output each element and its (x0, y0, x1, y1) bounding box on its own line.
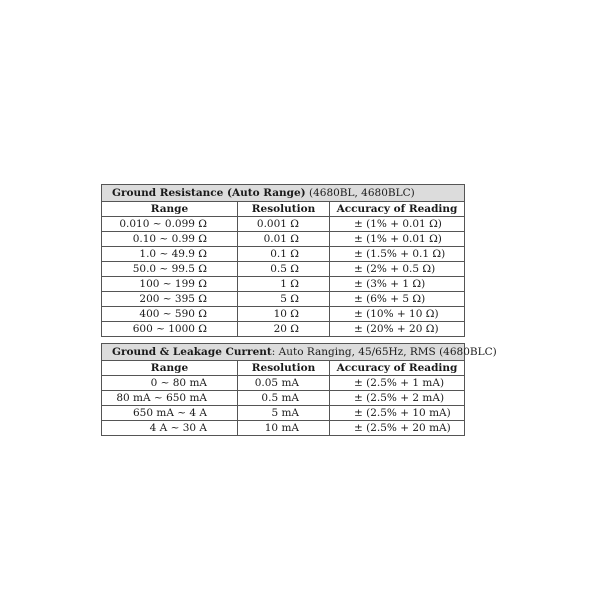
table-row (102, 322, 465, 337)
col-header-range: Range (102, 361, 238, 376)
col-header-resolution: Resolution (238, 202, 330, 217)
accuracy-cell: ± (2.5% + 2 mA) (330, 391, 465, 406)
range-cell: 600 ~ 1000 Ω (102, 322, 238, 337)
table-row (102, 277, 465, 292)
resolution-cell: 1 Ω (238, 277, 330, 292)
table-row (102, 232, 465, 247)
resolution-cell: 0.001 Ω (238, 217, 330, 232)
table-row (102, 262, 465, 277)
resolution-cell: 0.1 Ω (238, 247, 330, 262)
accuracy-cell: ± (6% + 5 Ω) (330, 292, 465, 307)
accuracy-cell: ± (1% + 0.01 Ω) (330, 217, 465, 232)
col-header-resolution: Resolution (238, 361, 330, 376)
resolution-cell: 0.01 Ω (238, 232, 330, 247)
leakage-current-title (102, 344, 497, 361)
accuracy-cell: ± (3% + 1 Ω) (330, 277, 465, 292)
accuracy-cell: ± (1% + 0.01 Ω) (330, 232, 465, 247)
ground-resistance-table (101, 184, 465, 337)
accuracy-cell: ± (20% + 20 Ω) (330, 322, 465, 337)
col-header-accuracy: Accuracy of Reading (330, 202, 465, 217)
range-cell: 200 ~ 395 Ω (102, 292, 238, 307)
resolution-cell: 10 mA (238, 421, 330, 436)
table-row (102, 421, 465, 436)
resolution-cell: 5 Ω (238, 292, 330, 307)
resolution-cell: 0.5 Ω (238, 262, 330, 277)
col-header-accuracy: Accuracy of Reading (330, 361, 465, 376)
leakage-current-title-rest: : Auto Ranging, 45/65Hz, RMS (4680BLC) (271, 346, 497, 358)
leakage-current-title-bold: Ground & Leakage Current (112, 346, 272, 358)
range-cell: 0.10 ~ 0.99 Ω (102, 232, 238, 247)
ground-resistance-title-rest: (4680BL, 4680BLC) (305, 187, 415, 199)
range-cell: 650 mA ~ 4 A (102, 406, 238, 421)
table-row (102, 292, 465, 307)
table-row (102, 391, 465, 406)
table-row (102, 307, 465, 322)
accuracy-cell: ± (10% + 10 Ω) (330, 307, 465, 322)
accuracy-cell: ± (2% + 0.5 Ω) (330, 262, 465, 277)
ground-resistance-title-bold: Ground Resistance (Auto Range) (112, 187, 306, 199)
range-cell: 50.0 ~ 99.5 Ω (102, 262, 238, 277)
range-cell: 1.0 ~ 49.9 Ω (102, 247, 238, 262)
resolution-cell: 10 Ω (238, 307, 330, 322)
ground-resistance-title (102, 185, 465, 202)
accuracy-cell: ± (2.5% + 10 mA) (330, 406, 465, 421)
resolution-cell: 0.05 mA (238, 376, 330, 391)
table-row (102, 217, 465, 232)
range-cell: 80 mA ~ 650 mA (102, 391, 238, 406)
range-cell: 0.010 ~ 0.099 Ω (102, 217, 238, 232)
table-row (102, 247, 465, 262)
table-row (102, 376, 465, 391)
accuracy-cell: ± (2.5% + 20 mA) (330, 421, 465, 436)
resolution-cell: 20 Ω (238, 322, 330, 337)
resolution-cell: 5 mA (238, 406, 330, 421)
range-cell: 4 A ~ 30 A (102, 421, 238, 436)
accuracy-cell: ± (1.5% + 0.1 Ω) (330, 247, 465, 262)
accuracy-cell: ± (2.5% + 1 mA) (330, 376, 465, 391)
range-cell: 100 ~ 199 Ω (102, 277, 238, 292)
resolution-cell: 0.5 mA (238, 391, 330, 406)
col-header-range: Range (102, 202, 238, 217)
leakage-current-table (101, 343, 497, 436)
range-cell: 0 ~ 80 mA (102, 376, 238, 391)
spec-tables (101, 184, 497, 436)
range-cell: 400 ~ 590 Ω (102, 307, 238, 322)
table-row (102, 406, 465, 421)
